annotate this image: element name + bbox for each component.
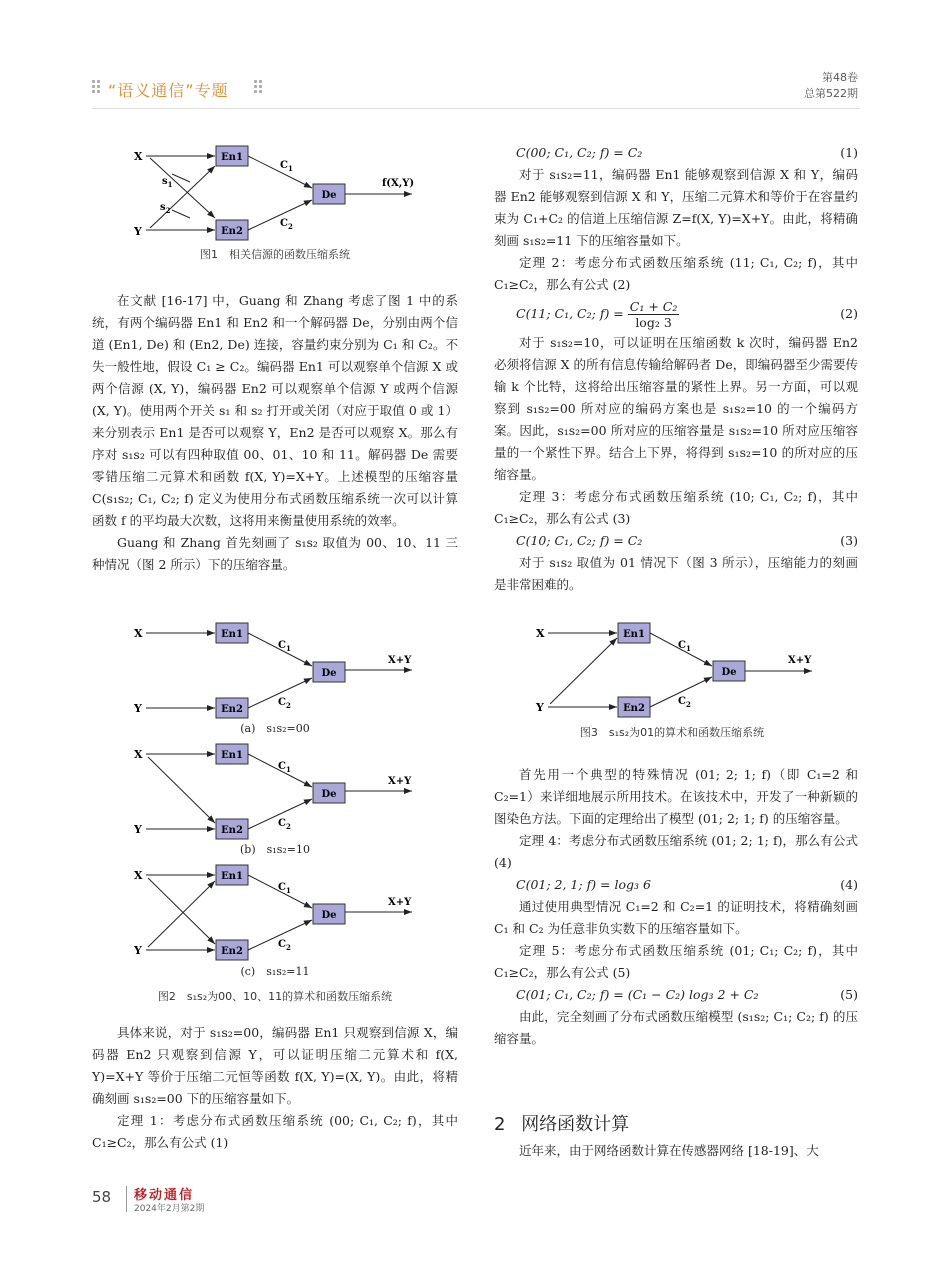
paragraph: 由此，完全刻画了分布式函数压缩模型 (s₁s₂; C₁; C₂; f) 的压缩容量。 <box>494 1009 858 1046</box>
svg-text:X: X <box>536 627 545 640</box>
svg-text:En2: En2 <box>221 946 243 957</box>
footer-divider <box>126 1186 127 1212</box>
paragraph: 通过使用典型情况 C₁=2 和 C₂=1 的证明技术，将精确刻画 C₁ 和 C₂ 为任意非负实数下的压缩容量如下。 <box>494 899 858 936</box>
figure-1-caption: 图1 相关信源的函数压缩系统 <box>200 248 350 261</box>
right-column-text-3 <box>494 1140 858 1162</box>
svg-text:C2: $C_2$ <box>678 696 691 709</box>
equation-2: C(11; C₁, C₂; f) = $\frac{\text{C₁ + C₂}}{\text{log₂ 3}}$ (2) <box>516 298 858 330</box>
left-column-text-2 <box>92 1022 458 1154</box>
paragraph: Guang 和 Zhang 首先刻画了 s₁s₂ 取值为 00、10、11 三种情况（图 2 所示）下的压缩容量。 <box>92 535 458 572</box>
theorem-4: 定理 4：考虑分布式函数压缩系统 (01; 2; 1; f)，那么有公式 (4) <box>494 833 858 870</box>
svg-text:C2: $C_2$ <box>278 939 291 952</box>
fig2b-caption: (b) s₁s₂=10 <box>240 843 310 856</box>
fig1-c2-label: $C_2$ <box>280 218 293 231</box>
fig2b-output: X+Y <box>388 776 412 787</box>
header-volume-info <box>804 70 858 102</box>
svg-text:X: X <box>134 869 143 882</box>
fig1-en2-label: En2 <box>221 226 243 237</box>
svg-text:En1: En1 <box>623 629 645 640</box>
equation-4: C(01; 2, 1; f) = log₃ 6 (4) <box>516 877 858 892</box>
fig1-s2-label: $s_2$ <box>160 202 171 215</box>
svg-text:C1: $C_1$ <box>278 882 291 895</box>
figure-3-diagram <box>522 616 822 721</box>
fig1-de-label: De <box>321 190 337 201</box>
section-heading <box>494 1110 629 1136</box>
fig1-output-label: f(X,Y) <box>382 178 415 189</box>
volume: 第48卷 <box>822 71 858 84</box>
equation-3: C(10; C₁, C₂; f) = C₂ (3) <box>516 533 858 548</box>
paragraph: 近年来，由于网络函数计算在传感器网络 [18-19]、大 <box>519 1143 819 1158</box>
issue-date: 2024年2月第2期 <box>134 1204 205 1214</box>
svg-text:C1: $C_1$ <box>678 640 691 653</box>
svg-text:En1: En1 <box>221 871 243 882</box>
fig3-output: X+Y <box>788 655 812 666</box>
special-topic-title: “语义通信”专题 <box>108 81 229 100</box>
theorem-2: 定理 2：考虑分布式函数压缩系统 (11; C₁, C₂; f)，其中 C₁≥C₂，那么有公式 (2) <box>494 255 858 292</box>
paragraph: 在文献 [16-17] 中，Guang 和 Zhang 考虑了图 1 中的系统，有两个编码器 En1 和 En2 和一个解码器 De，分别由两个信道 (En1, De) 和 (En2, De) 连接，容量约束分别为 C₁ 和 C₂。不失一般性地，假设 C₁ ≥ C₂。编码器 En1 可以观察单个信源 X 或两个信源 (X, Y)，编码器 En2 可以观察单个信源 Y 或两个信源 (X, Y)。使用两个开关 s₁ 和 s₂ 打开或关闭（对应于取值 0 或 1）来分别表示 En1 是否可以观察 Y，En2 是否可以观察 X。那么有序对 s₁s₂ 可以有四种取值 00、01、10 和 11。解码器 De 需要零错压缩二元算术和函数 f(X, Y)=X+Y。上述模型的压缩容量 C(s₁s₂; C₁, C₂; f) 定义为使用分布式函数压缩系统一次可以计算函数 f 的平均最大次数，这将用来衡量使用系统的效率。 <box>92 293 458 528</box>
fig2c-diagram <box>133 865 412 960</box>
fig2a-output: X+Y <box>388 655 412 666</box>
svg-text:De: De <box>321 668 337 679</box>
svg-text:De: De <box>721 667 737 678</box>
right-column-text-2 <box>494 764 858 1050</box>
svg-text:En2: En2 <box>221 825 243 836</box>
fig1-en1-label: En1 <box>221 152 243 163</box>
fig2c-output: X+Y <box>388 897 412 908</box>
svg-text:En2: En2 <box>221 704 243 715</box>
svg-text:Y: Y <box>134 823 142 836</box>
theorem-5: 定理 5：考虑分布式函数压缩系统 (01; C₁; C₂; f)，其中 C₁≥C₂，那么有公式 (5) <box>494 943 858 980</box>
paragraph: 首先用一个典型的特殊情况 (01; 2; 1; f)（即 C₁=2 和 C₂=1）来详细地展示所用技术。在该技术中，开发了一种新颖的图染色方法。下面的定理给出了模型 (01; 2; 1; f) 的压缩容量。 <box>494 767 858 826</box>
fig2a-caption: (a) s₁s₂=00 <box>240 722 310 735</box>
left-column-text-1 <box>92 290 458 576</box>
fig1-edge <box>150 166 215 228</box>
header-dots-icon <box>92 80 104 96</box>
fig2a-diagram <box>133 623 412 718</box>
right-column-text-1 <box>494 142 858 596</box>
fig2b-diagram <box>133 744 412 839</box>
fig1-c1-label: $C_1$ <box>280 160 293 173</box>
paragraph: 具体来说，对于 s₁s₂=00，编码器 En1 只观察到信源 X，编码器 En2 只观察到信源 Y，可以证明压缩二元算术和 f(X, Y)=X+Y 等价于压缩二元恒等函数 f(X, Y)=(X, Y)。由此，将精确刻画 s₁s₂=00 下的压缩容量如下。 <box>92 1025 458 1106</box>
paragraph: 对于 s₁s₂=10，可以证明在压缩函数 k 次时，编码器 En2 必须将信源 X 的所有信息传输给解码者 De，即编码器至少需要传输 k 个比特，这将给出压缩容量的紧性上界。另一方面，可以观察到 s₁s₂=00 所对应的编码方案也是 s₁s₂=10 的一个编码方案。因此，s₁s₂=00 所对应的压缩容量是 s₁s₂=10 所对应压缩容量的一个紧性下界。结合上下界，将得到 s₁s₂=10 的所对应的压缩容量。 <box>494 335 858 482</box>
figure-1-diagram <box>120 138 430 243</box>
journal-logo: 移动通信 <box>134 1188 195 1203</box>
theorem-1: 定理 1：考虑分布式函数压缩系统 (00; C₁, C₂; f)，其中 C₁≥C₂，那么有公式 (1) <box>92 1113 458 1150</box>
fig2c-caption: (c) s₁s₂=11 <box>240 965 310 978</box>
equation-1: C(00; C₁, C₂; f) = C₂ (1) <box>516 145 858 160</box>
svg-text:En1: En1 <box>221 750 243 761</box>
paragraph: 对于 s₁s₂=11，编码器 En1 能够观察到信源 X 和 Y，编码器 En2 能够观察到信源 X 和 Y，压缩二元算术和等价于在容量约束为 C₁+C₂ 的信道上压缩信源 Z=f(X, Y)=X+Y。由此，将精确刻画 s₁s₂=11 下的压缩容量如下。 <box>494 167 858 248</box>
svg-text:C2: $C_2$ <box>278 818 291 831</box>
svg-text:Y: Y <box>536 701 544 714</box>
svg-text:C1: $C_1$ <box>278 640 291 653</box>
svg-text:En2: En2 <box>623 703 645 714</box>
theorem-3: 定理 3：考虑分布式函数压缩系统 (10; C₁, C₂; f)，其中 C₁≥C₂，那么有公式 (3) <box>494 489 858 526</box>
svg-text:C1: $C_1$ <box>278 761 291 774</box>
svg-text:Y: Y <box>134 702 142 715</box>
section-title: 网络函数计算 <box>521 1114 630 1135</box>
figure-2-diagram <box>120 618 430 983</box>
fig1-s1-label: $s_1$ <box>162 176 173 189</box>
equation-5: C(01; C₁, C₂; f) = (C₁ − C₂) log₃ 2 + C₂ (5) <box>516 987 858 1002</box>
svg-text:X: X <box>134 627 143 640</box>
figure-2-caption: 图2 s₁s₂为00、10、11的算术和函数压缩系统 <box>157 990 393 1003</box>
svg-text:Y: Y <box>134 944 142 957</box>
svg-text:En1: En1 <box>221 629 243 640</box>
svg-text:De: De <box>321 789 337 800</box>
fig1-input-y: Y <box>134 225 142 238</box>
section-number: 2 <box>494 1114 506 1135</box>
header-rule <box>92 108 860 109</box>
paragraph: 对于 s₁s₂ 取值为 01 情况下（图 3 所示），压缩能力的刻画是非常困难的。 <box>494 555 858 592</box>
fig1-switch-2 <box>172 210 190 218</box>
page-number: 58 <box>92 1188 112 1206</box>
figure-3-caption: 图3 s₁s₂为01的算术和函数压缩系统 <box>579 726 765 739</box>
svg-text:C2: $C_2$ <box>278 697 291 710</box>
issue-total: 总第522期 <box>804 87 858 100</box>
fig1-input-x: X <box>134 150 143 163</box>
svg-text:De: De <box>321 910 337 921</box>
svg-text:X: X <box>134 748 143 761</box>
header-dots-icon <box>254 80 266 96</box>
